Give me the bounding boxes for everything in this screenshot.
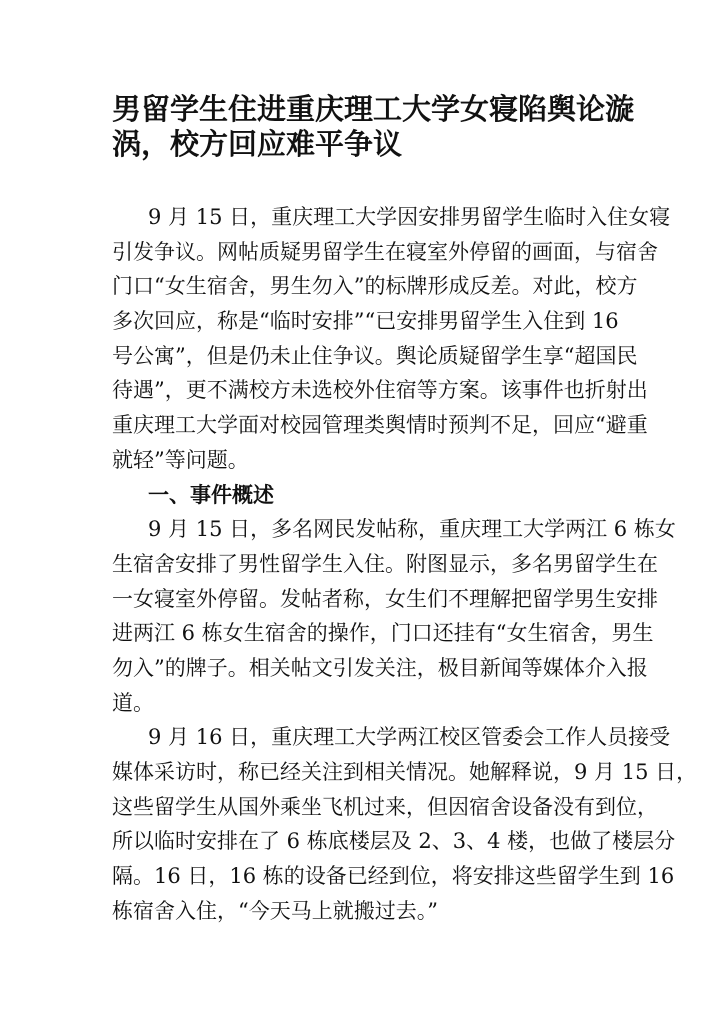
text-line: 多次回应，称是“临时安排”“已安排男留学生入住到 16 xyxy=(112,309,619,334)
paragraph-event-2 xyxy=(112,720,698,928)
text-line: 栋宿舍入住，“今天马上就搬过去。” xyxy=(112,898,438,923)
text-line: 待遇”，更不满校方未选校外住宿等方案。该事件也折射出 xyxy=(112,378,648,403)
title-line: 男留学生住进重庆理工大学女寝陷舆论漩 xyxy=(112,92,635,126)
text-line: 就轻”等问题。 xyxy=(112,447,249,472)
text-line: 9 月 16 日，重庆理工大学两江校区管委会工作人员接受 xyxy=(148,725,671,750)
text-line: 9 月 15 日，重庆理工大学因安排男留学生临时入住女寝 xyxy=(148,205,671,229)
text-line: 隔。16 日，16 栋的设备已经到位，将安排这些留学生到 16 xyxy=(112,864,675,889)
text-line: 9 月 15 日，多名网民发帖称，重庆理工大学两江 6 栋女 xyxy=(148,517,676,542)
text-line: 一女寝室外停留。发帖者称，女生们不理解把留学男生安排 xyxy=(112,586,658,611)
paragraph-event-1 xyxy=(112,512,676,720)
text-line: 所以临时安排在了 6 栋底楼层及 2、3、4 楼，也做了楼层分 xyxy=(112,829,676,854)
document-title xyxy=(112,92,635,161)
text-line: 重庆理工大学面对校园管理类舆情时预判不足，回应“避重 xyxy=(112,413,648,438)
text-line: 门口“女生宿舍，男生勿入”的标牌形成反差。对此，校方 xyxy=(112,274,638,299)
text-line: 道。 xyxy=(112,690,154,715)
paragraph-intro xyxy=(112,200,671,478)
section-heading: 一、事件概述 xyxy=(148,482,274,507)
text-line: 这些留学生从国外乘坐飞机过来，但因宿舍设备没有到位， xyxy=(112,794,658,819)
text-line: 媒体采访时，称已经关注到相关情况。她解释说，9 月 15 日， xyxy=(112,760,698,784)
text-line: 引发争议。网帖质疑男留学生在寝室外停留的画面，与宿舍 xyxy=(112,239,658,264)
document-body xyxy=(112,200,698,928)
text-line: 进两江 6 栋女生宿舍的操作，门口还挂有“女生宿舍，男生 xyxy=(112,621,654,646)
text-line: 号公寓”，但是仍未止住争议。舆论质疑留学生享“超国民 xyxy=(112,343,638,368)
text-line: 勿入”的牌子。相关帖文引发关注，极目新闻等媒体介入报 xyxy=(112,655,648,680)
title-line: 涡，校方回应难平争议 xyxy=(112,126,403,161)
text-line: 生宿舍安排了男性留学生入住。附图显示，多名男留学生在 xyxy=(112,551,658,576)
